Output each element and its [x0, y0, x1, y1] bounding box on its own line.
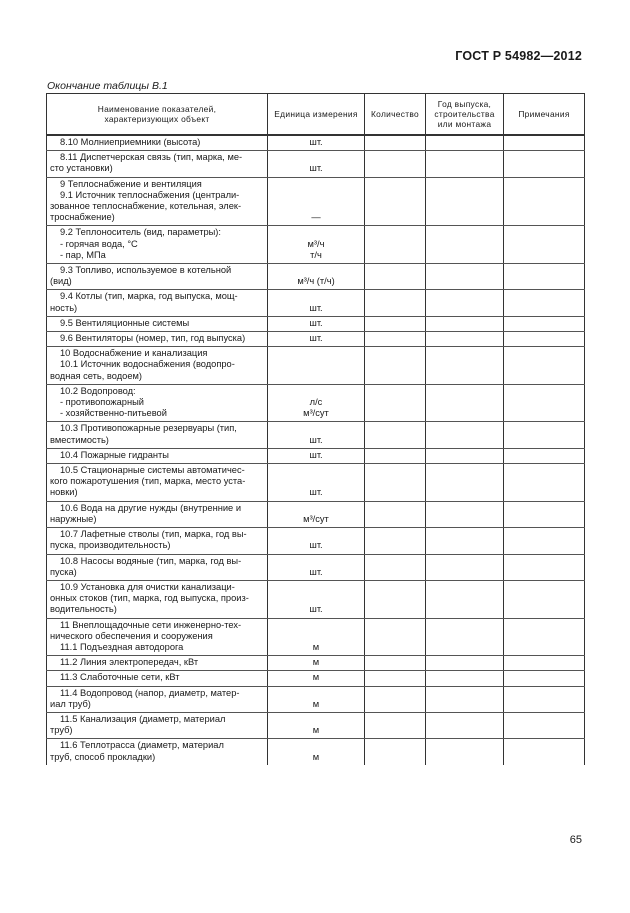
year-cell: [426, 501, 504, 527]
unit-cell: [268, 528, 365, 554]
quantity-cell: [365, 580, 426, 618]
indicator-name-cell: [47, 422, 268, 448]
indicator-name-line: нического обеспечения и сооружения: [50, 630, 213, 641]
unit-cell: [268, 618, 365, 656]
year-cell: [426, 316, 504, 331]
table-header-row: [47, 94, 585, 136]
indicator-name-line: (вид): [50, 276, 72, 287]
indicator-name-cell: [47, 671, 268, 686]
year-cell: [426, 226, 504, 264]
year-cell: [426, 712, 504, 738]
table-row: [47, 501, 585, 527]
table-row: [47, 290, 585, 316]
indicator-name-line: 10.7 Лафетные стволы (тип, марка, год вы-: [60, 529, 247, 540]
quantity-cell: [365, 290, 426, 316]
year-cell: [426, 671, 504, 686]
notes-cell: [504, 347, 585, 385]
indicator-name-line: 9.6 Вентиляторы (номер, тип, год выпуска): [60, 333, 246, 344]
indicator-name-line: 9.5 Вентиляционные системы: [60, 317, 190, 328]
unit-value: м³/ч (т/ч): [297, 276, 335, 287]
indicator-name-cell: [47, 528, 268, 554]
quantity-cell: [365, 177, 426, 226]
indicator-name-line: кого пожаротушения (тип, марка, место уста-: [50, 476, 246, 487]
indicator-name-line: 10.9 Установка для очистки канализаци-: [60, 581, 235, 592]
quantity-cell: [365, 464, 426, 502]
year-cell: [426, 554, 504, 580]
table-row: [47, 618, 585, 656]
indicator-name-line: 9.3 Топливо, используемое в котельной: [60, 265, 232, 276]
quantity-cell: [365, 264, 426, 290]
unit-value: м: [312, 672, 320, 683]
notes-cell: [504, 290, 585, 316]
indicator-name-line: труб): [50, 725, 73, 736]
notes-cell: [504, 580, 585, 618]
year-cell: [426, 464, 504, 502]
year-cell: [426, 739, 504, 765]
table-row: [47, 712, 585, 738]
unit-value: шт.: [309, 163, 323, 174]
unit-value: м³/сут: [303, 513, 329, 524]
year-cell: [426, 347, 504, 385]
unit-value: м: [312, 725, 320, 736]
indicator-name-cell: [47, 656, 268, 671]
notes-cell: [504, 135, 585, 151]
indicator-name-cell: [47, 151, 268, 177]
unit-value: шт.: [309, 302, 323, 313]
table-row: [47, 464, 585, 502]
indicator-name-line: зованное теплоснабжение, котельная, элек-: [50, 201, 242, 212]
indicator-name-line: 11.3 Слаботочные сети, кВт: [60, 672, 180, 683]
indicator-name-line: 11.1 Подъездная автодорога: [60, 641, 184, 652]
column-header-quantity: Количество: [365, 94, 426, 136]
unit-value: м: [312, 657, 320, 668]
document-standard-code: ГОСТ Р 54982—2012: [455, 49, 582, 63]
unit-cell: [268, 332, 365, 347]
notes-cell: [504, 501, 585, 527]
table-row: [47, 656, 585, 671]
indicator-name-line: 10.6 Вода на другие нужды (внутренние и: [60, 502, 242, 513]
unit-value: шт.: [309, 333, 323, 344]
notes-cell: [504, 448, 585, 463]
quantity-cell: [365, 739, 426, 765]
table-row: [47, 671, 585, 686]
indicator-name-cell: [47, 384, 268, 422]
notes-cell: [504, 712, 585, 738]
year-cell: [426, 528, 504, 554]
quantity-cell: [365, 448, 426, 463]
indicator-name-line: онных стоков (тип, марка, год выпуска, произ-: [50, 593, 249, 604]
table-caption: Окончание таблицы В.1: [47, 80, 168, 92]
table-row: [47, 528, 585, 554]
notes-cell: [504, 422, 585, 448]
quantity-cell: [365, 671, 426, 686]
quantity-cell: [365, 151, 426, 177]
table-row: [47, 422, 585, 448]
unit-cell: [268, 712, 365, 738]
indicator-name-cell: [47, 712, 268, 738]
indicator-name-line: 10.1 Источник водоснабжения (водопро-: [60, 359, 235, 370]
indicator-name-line: 11.2 Линия электропередач, кВт: [60, 657, 199, 668]
unit-value: шт.: [309, 317, 323, 328]
unit-cell: [268, 448, 365, 463]
column-header-notes: Примечания: [504, 94, 585, 136]
table-row: [47, 264, 585, 290]
indicator-name-line: - противопожарный: [60, 397, 144, 408]
year-cell: [426, 686, 504, 712]
indicator-name-line: 9.4 Котлы (тип, марка, год выпуска, мощ-: [60, 291, 238, 302]
indicator-name-line: 11.4 Водопровод (напор, диаметр, матер-: [60, 687, 240, 698]
quantity-cell: [365, 332, 426, 347]
year-cell: [426, 448, 504, 463]
indicator-name-line: водительность): [50, 604, 117, 615]
unit-value: м: [312, 641, 320, 652]
indicator-name-line: 11 Внеплощадочные сети инженерно-тех-: [60, 619, 242, 630]
specification-table: [46, 93, 585, 765]
unit-value: шт.: [309, 449, 323, 460]
unit-cell: [268, 739, 365, 765]
table-row: [47, 448, 585, 463]
column-header-unit: Единица измерения: [268, 94, 365, 136]
indicator-name-line: труб, способ прокладки): [50, 751, 156, 762]
year-cell: [426, 151, 504, 177]
indicator-name-line: 9.1 Источник теплоснабжения (централи-: [60, 189, 240, 200]
notes-cell: [504, 618, 585, 656]
indicator-name-line: - хозяйственно-питьевой: [60, 408, 167, 419]
unit-value: шт.: [309, 540, 323, 551]
quantity-cell: [365, 554, 426, 580]
quantity-cell: [365, 528, 426, 554]
indicator-name-cell: [47, 618, 268, 656]
unit-cell: [268, 290, 365, 316]
notes-cell: [504, 226, 585, 264]
unit-cell: [268, 347, 365, 385]
table-row: [47, 135, 585, 151]
table-row: [47, 580, 585, 618]
column-header-year: Год выпуска, строительства или монтажа: [426, 94, 504, 136]
unit-value: шт.: [309, 566, 323, 577]
notes-cell: [504, 177, 585, 226]
indicator-name-line: вместимость): [50, 434, 109, 445]
unit-cell: [268, 656, 365, 671]
table-row: [47, 347, 585, 385]
indicator-name-line: 9 Теплоснабжение и вентиляция: [60, 178, 202, 189]
notes-cell: [504, 316, 585, 331]
indicator-name-cell: [47, 501, 268, 527]
table-row: [47, 739, 585, 765]
indicator-name-line: 9.2 Теплоноситель (вид, параметры):: [60, 227, 221, 238]
indicator-name-line: - горячая вода, °C: [60, 238, 138, 249]
unit-cell: [268, 316, 365, 331]
unit-cell: [268, 501, 365, 527]
notes-cell: [504, 151, 585, 177]
unit-cell: [268, 464, 365, 502]
unit-cell: [268, 177, 365, 226]
indicator-name-line: ность): [50, 302, 78, 313]
unit-cell: [268, 686, 365, 712]
unit-value: м: [312, 751, 320, 762]
indicator-name-cell: [47, 580, 268, 618]
year-cell: [426, 618, 504, 656]
quantity-cell: [365, 686, 426, 712]
indicator-name-line: пуска): [50, 566, 77, 577]
table-row: [47, 554, 585, 580]
indicator-name-cell: [47, 290, 268, 316]
indicator-name-line: троснабжение): [50, 212, 115, 223]
table-row: [47, 177, 585, 226]
page-number: 65: [569, 834, 582, 846]
indicator-name-line: 10.2 Водопровод:: [60, 385, 136, 396]
indicator-name-line: пуска, производительность): [50, 540, 171, 551]
indicator-name-cell: [47, 264, 268, 290]
quantity-cell: [365, 501, 426, 527]
indicator-name-line: 10.8 Насосы водяные (тип, марка, год вы-: [60, 555, 242, 566]
indicator-name-cell: [47, 448, 268, 463]
unit-cell: [268, 226, 365, 264]
indicator-name-line: 11.5 Канализация (диаметр, материал: [60, 713, 226, 724]
notes-cell: [504, 264, 585, 290]
indicator-name-cell: [47, 226, 268, 264]
indicator-name-cell: [47, 464, 268, 502]
indicator-name-line: наружные): [50, 513, 97, 524]
quantity-cell: [365, 135, 426, 151]
indicator-name-cell: [47, 686, 268, 712]
year-cell: [426, 332, 504, 347]
indicator-name-line: новки): [50, 487, 78, 498]
unit-cell: [268, 384, 365, 422]
table-row: [47, 151, 585, 177]
unit-value: м: [312, 698, 320, 709]
unit-value: м³/ч: [307, 238, 325, 249]
indicator-name-line: 10.3 Противопожарные резервуары (тип,: [60, 423, 237, 434]
year-cell: [426, 656, 504, 671]
indicator-name-cell: [47, 316, 268, 331]
year-cell: [426, 384, 504, 422]
year-cell: [426, 422, 504, 448]
year-cell: [426, 177, 504, 226]
table-row: [47, 686, 585, 712]
notes-cell: [504, 384, 585, 422]
quantity-cell: [365, 347, 426, 385]
quantity-cell: [365, 316, 426, 331]
unit-value: шт.: [309, 487, 323, 498]
unit-cell: [268, 580, 365, 618]
year-cell: [426, 580, 504, 618]
notes-cell: [504, 656, 585, 671]
indicator-name-cell: [47, 135, 268, 151]
notes-cell: [504, 332, 585, 347]
unit-cell: [268, 135, 365, 151]
quantity-cell: [365, 712, 426, 738]
unit-value: м³/сут: [303, 408, 329, 419]
unit-value: т/ч: [310, 249, 322, 260]
indicator-name-cell: [47, 554, 268, 580]
unit-value: л/с: [309, 397, 323, 408]
year-cell: [426, 135, 504, 151]
notes-cell: [504, 464, 585, 502]
indicator-name-cell: [47, 739, 268, 765]
column-header-name: Наименование показателей, характеризующих объект: [47, 94, 268, 136]
indicator-name-line: водная сеть, водоем): [50, 370, 142, 381]
indicator-name-line: 8.10 Молниеприемники (высота): [60, 137, 201, 147]
notes-cell: [504, 528, 585, 554]
indicator-name-line: иал труб): [50, 698, 91, 709]
unit-value: шт.: [309, 137, 323, 147]
table-row: [47, 226, 585, 264]
unit-cell: [268, 422, 365, 448]
indicator-name-cell: [47, 347, 268, 385]
notes-cell: [504, 686, 585, 712]
unit-cell: [268, 264, 365, 290]
indicator-name-cell: [47, 177, 268, 226]
unit-value: шт.: [309, 434, 323, 445]
indicator-name-line: 8.11 Диспетчерская связь (тип, марка, ме-: [60, 152, 243, 163]
unit-cell: [268, 671, 365, 686]
unit-value: —: [311, 212, 321, 223]
table-row: [47, 384, 585, 422]
unit-cell: [268, 554, 365, 580]
indicator-name-line: - пар, МПа: [60, 249, 106, 260]
indicator-name-cell: [47, 332, 268, 347]
indicator-name-line: 11.6 Теплотрасса (диаметр, материал: [60, 740, 224, 751]
indicator-name-line: сто установки): [50, 163, 113, 174]
quantity-cell: [365, 618, 426, 656]
indicator-name-line: 10 Водоснабжение и канализация: [60, 348, 208, 359]
quantity-cell: [365, 656, 426, 671]
unit-cell: [268, 151, 365, 177]
quantity-cell: [365, 384, 426, 422]
table-row: [47, 316, 585, 331]
notes-cell: [504, 671, 585, 686]
indicator-name-line: 10.5 Стационарные системы автоматичес-: [60, 465, 245, 476]
indicator-name-line: 10.4 Пожарные гидранты: [60, 449, 169, 460]
quantity-cell: [365, 422, 426, 448]
year-cell: [426, 264, 504, 290]
quantity-cell: [365, 226, 426, 264]
year-cell: [426, 290, 504, 316]
notes-cell: [504, 554, 585, 580]
notes-cell: [504, 739, 585, 765]
table-row: [47, 332, 585, 347]
unit-value: шт.: [309, 604, 323, 615]
